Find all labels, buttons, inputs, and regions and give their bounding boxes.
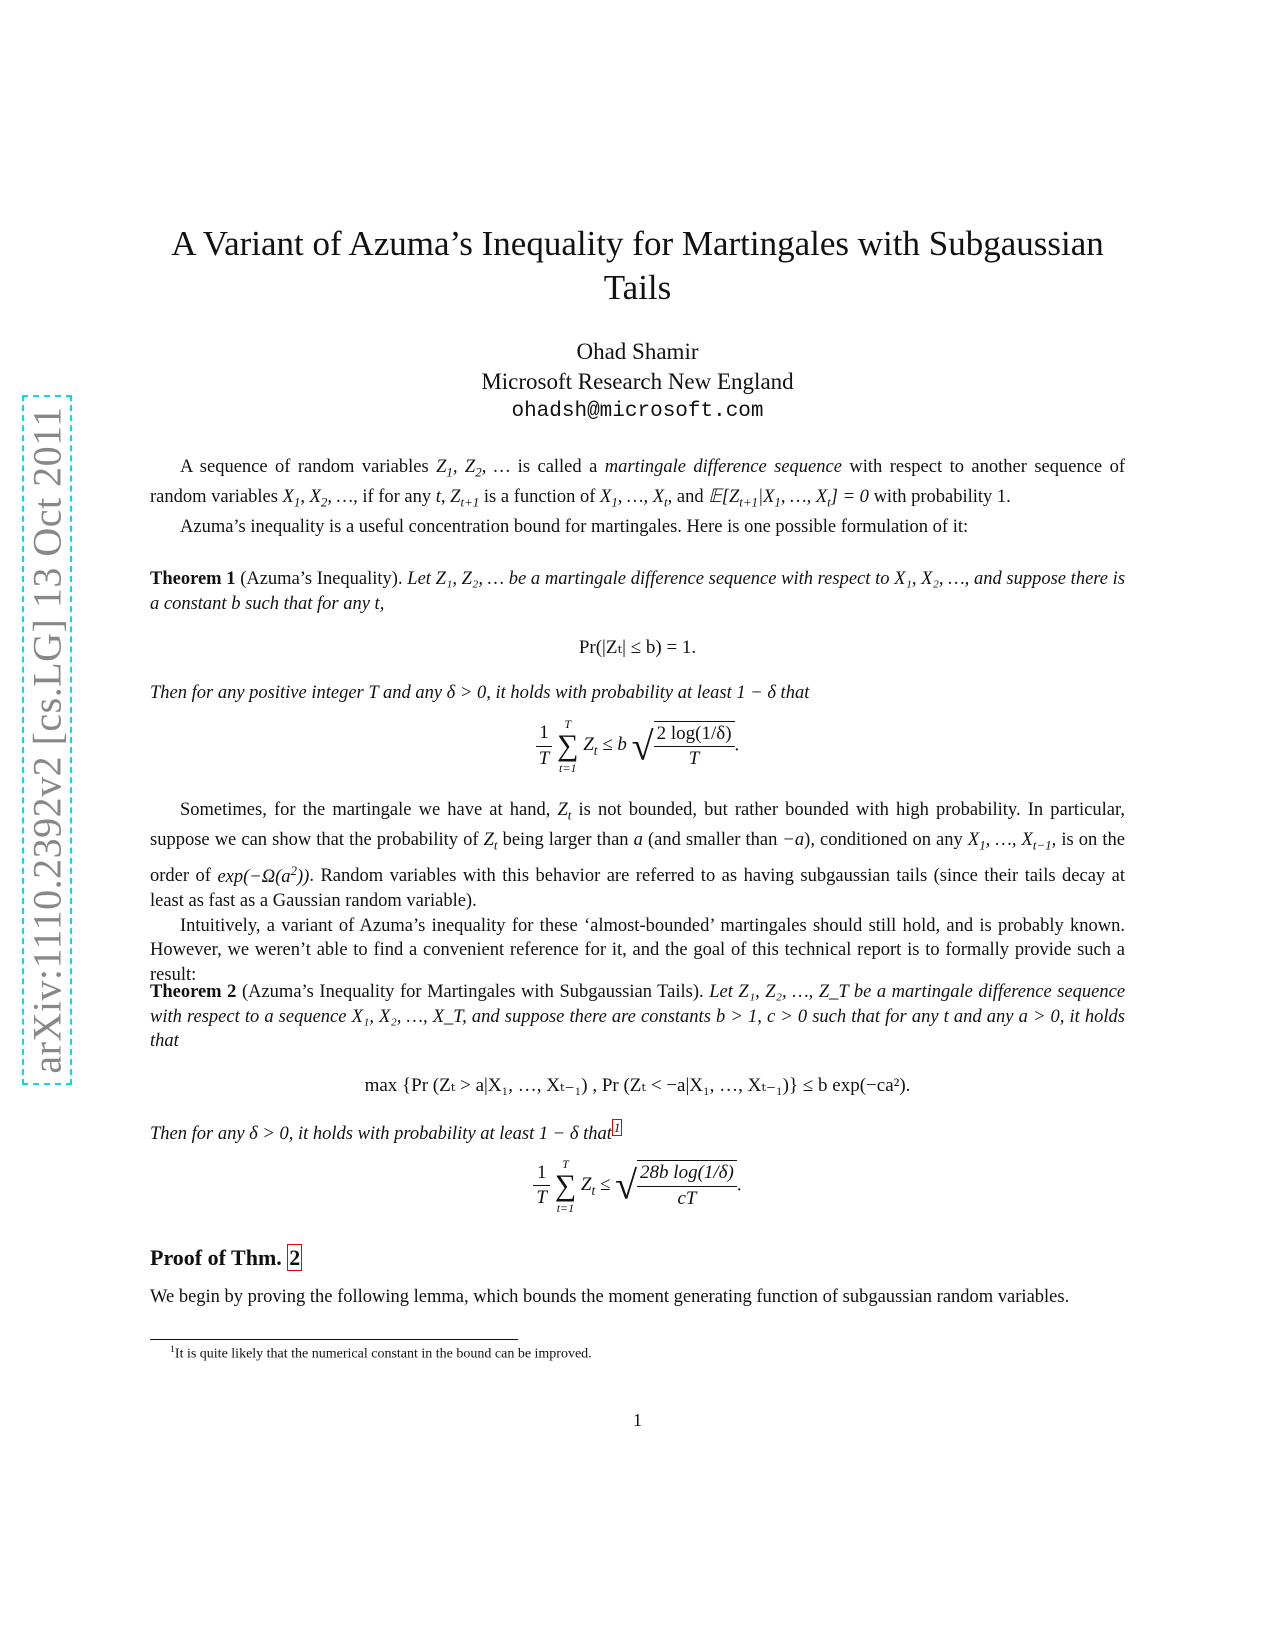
text: (and smaller than bbox=[642, 830, 783, 851]
theorem-2-equation-2: $\frac{1}{T}$ T ∑ t=1 $Z_t$ ≤ √ $\frac{\text{28b log(1/δ)}}{cT}$ . bbox=[150, 1157, 1125, 1215]
theorem-2-conclusion: Then for any δ > 0, it holds with probability at least 1 − δ that bbox=[150, 1124, 612, 1145]
eq-denominator: cT bbox=[677, 1187, 697, 1209]
theorem-2 bbox=[150, 980, 1125, 1215]
eq-numerator: 28b log(1/δ) bbox=[637, 1161, 737, 1187]
text: is a function of bbox=[479, 487, 601, 508]
theorem-2-label: Theorem 2 bbox=[150, 982, 237, 1002]
author-block bbox=[150, 337, 1125, 427]
arxiv-id-text: arXiv:1110.2392v2 [cs.LG] 13 Oct 2011 bbox=[24, 406, 70, 1074]
proof-intro-paragraph: We begin by proving the following lemma, which bounds the moment generating function of subgaussian random variables. bbox=[150, 1287, 1070, 1307]
text: , and bbox=[667, 487, 709, 508]
author-affiliation: Microsoft Research New England bbox=[481, 369, 794, 394]
intro-paragraph-2: Azuma’s inequality is a useful concentration bound for martingales. Here is one possible formulation of it: bbox=[180, 517, 969, 538]
footnote-divider bbox=[150, 1339, 518, 1340]
theorem-1-label: Theorem 1 bbox=[150, 569, 236, 589]
footnote-link[interactable]: 1 bbox=[613, 1120, 621, 1135]
intro-paragraph-1: A sequence of random variables $Z_1$, $Z_2$, … is called a martingale difference sequence with respect to another sequence of random variables $X_1$, $X_2$, …, if for any t, $Z_{t+1}$ is a function of $X_1$, …, $X_t$, and $𝔼[Z_{t+1}|X_1$, …, $X_t] = 0$ with probability 1. Azuma’s inequality is a useful concentration bound for martingales. Here is one possible formulation of it: bbox=[150, 455, 1125, 540]
arxiv-stamp bbox=[22, 395, 72, 1085]
paper-title: A Variant of Azuma’s Inequality for Martingales with Subgaussian Tails bbox=[171, 224, 1104, 307]
text: Sometimes, for the martingale we have at hand, bbox=[180, 800, 558, 820]
theorem-ref-link[interactable]: 2 bbox=[289, 1245, 301, 1270]
text: is not bounded, but rather bounded with high probability. In particular, suppose we can show that the probability of bbox=[150, 800, 1125, 851]
section-title-text: Proof of Thm. bbox=[150, 1245, 282, 1270]
theorem-1 bbox=[150, 567, 1125, 775]
section-heading bbox=[150, 1245, 302, 1271]
text: , if for any bbox=[353, 487, 436, 508]
emphasis: martingale difference sequence bbox=[604, 457, 842, 477]
text: A sequence of random variables bbox=[180, 457, 437, 477]
page-number: 1 bbox=[633, 1410, 642, 1430]
theorem-2-name: (Azuma’s Inequality for Martingales with Subgaussian Tails). bbox=[241, 982, 704, 1002]
author-email: ohadsh@microsoft.com bbox=[511, 400, 764, 423]
text: ), conditioned on any bbox=[804, 830, 968, 851]
text: being larger than bbox=[497, 830, 634, 851]
text: , is on the order of bbox=[150, 830, 1125, 887]
theorem-1-equation-2: $\frac{1}{T}$ T ∑ t=1 $Z_t \le b$ √ $\frac{2 \log(1/\delta)}{T}$ . bbox=[150, 717, 1125, 775]
footnote-text: It is quite likely that the numerical constant in the bound can be improved. bbox=[174, 1346, 592, 1362]
theorem-1-conclusion: Then for any positive integer T and any δ > 0, it holds with probability at least 1 − δ that bbox=[150, 682, 810, 703]
theorem-2-statement: Let Z₁, Z₂, …, Z_T be a martingale difference sequence with respect to a sequence X₁, X₂, …, X_T, and suppose there are constants b > 1, c > 0 such that for any t and any a > 0, it holds that bbox=[150, 982, 1126, 1051]
motivation-paragraphs: Sometimes, for the martingale we have at hand, $Z_t$ is not bounded, but rather bounded with high probability. In particular, suppose we can show that the probability of $Z_t$ being larger than a (and smaller than −a), conditioned on any $X_1$, …, $X_{t-1}$, is on the order of $\exp(-\Omega(a^2))$. Random variables with this behavior are referred to as having subgaussian tails (since their tails decay at least as fast as a Gaussian random variable). Intuitively, a variant of Azuma’s inequality for these ‘almost-bounded’ martingales should still hold, and is probably known. However, we weren’t able to find a convenient reference for it, and the goal of this technical report is to formally provide such a result: bbox=[150, 798, 1125, 987]
author-name: Ohad Shamir bbox=[576, 339, 699, 364]
footnote-mark: 1 bbox=[170, 1344, 175, 1355]
motivation-paragraph-2: Intuitively, a variant of Azuma’s inequality for these ‘almost-bounded’ martingales should still hold, and is probably known. However, we weren’t able to find a convenient reference for it, and the goal of this technical report is to formally provide such a result: bbox=[150, 915, 1125, 985]
eq-numerator: 2 log(1/δ) bbox=[654, 722, 735, 748]
theorem-2-equation-1: max {Pr (Zₜ > a|X₁, …, Xₜ₋₁) , Pr (Zₜ < −a|X₁, …, Xₜ₋₁)} ≤ b exp(−ca²). bbox=[364, 1074, 911, 1096]
theorem-1-statement: Let Z₁, Z₂, … be a martingale difference sequence with respect to X₁, X₂, …, and suppose there is a constant b such that for any t, bbox=[150, 569, 1126, 614]
eq-denominator: T bbox=[688, 748, 700, 769]
footnote bbox=[170, 1344, 592, 1363]
theorem-1-name: (Azuma’s Inequality). bbox=[240, 569, 403, 589]
text: . Random variables with this behavior are referred to as having subgaussian tails (since their tails decay at least as fast as a Gaussian random variable). bbox=[150, 866, 1125, 912]
theorem-1-equation-1: Pr(|Zₜ| ≤ b) = 1. bbox=[578, 637, 697, 658]
text: with respect to another sequence of random variables bbox=[150, 457, 1125, 508]
text: is called a bbox=[510, 457, 605, 477]
text: with probability 1. bbox=[868, 487, 1011, 508]
